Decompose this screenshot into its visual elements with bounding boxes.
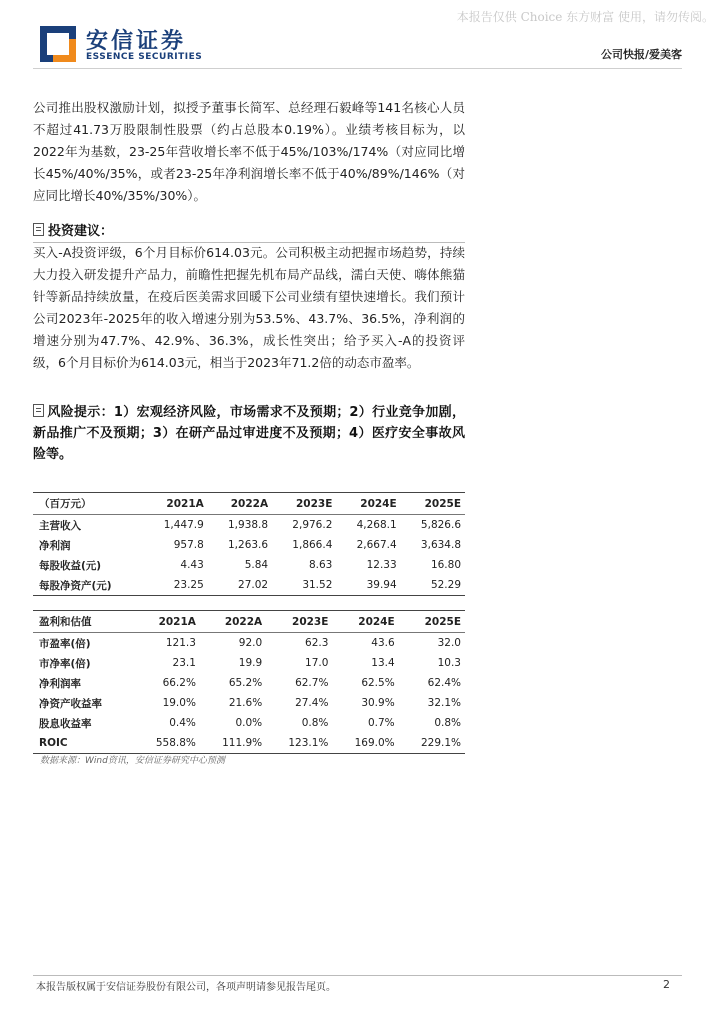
table-header-cell: 2024E (332, 611, 398, 633)
table-header-cell: 2024E (336, 493, 400, 515)
table-cell: 39.94 (336, 575, 400, 596)
table-cell: 23.25 (143, 575, 207, 596)
footer-disclaimer: 本报告版权属于安信证券股份有限公司，各项声明请参见报告尾页。 (36, 982, 336, 993)
table-cell: 2,976.2 (292, 519, 333, 531)
table-header-cell: 2021A (143, 493, 207, 515)
logo-mark-icon (40, 26, 76, 62)
table-cell: 21.6% (228, 697, 263, 709)
table-cell: 5,826.6 (420, 519, 461, 531)
table-cell: 0.8% (434, 717, 461, 729)
table-cell: 62.5% (361, 677, 395, 689)
table-cell: 8.63 (308, 559, 333, 571)
table-header-cell: 2022A (200, 611, 266, 633)
table-cell: 27.02 (208, 575, 272, 596)
table-cell: 4,268.1 (356, 519, 397, 531)
table-row (33, 653, 465, 673)
table-header-cell: （百万元） (33, 493, 143, 515)
table-cell: 19.0% (162, 697, 196, 709)
table-cell: 0.0% (235, 717, 263, 729)
table-cell: 4.43 (180, 559, 204, 571)
table-row (33, 673, 465, 693)
footer-divider (33, 975, 682, 976)
table-row (33, 535, 465, 555)
table-row (33, 555, 465, 575)
table-cell: 1,263.6 (228, 539, 269, 551)
watermark-text: 本报告仅供 Choice 东方财富 使用，请勿传阅。 (456, 10, 714, 24)
table-row (33, 713, 465, 733)
table-header-cell: 2025E (401, 493, 465, 515)
table-cell: 52.29 (401, 575, 465, 596)
table-cell: 31.52 (272, 575, 336, 596)
company-logo (40, 22, 240, 68)
table-cell: 17.0 (305, 657, 329, 669)
logo-chinese-name: 安信证券 (86, 29, 187, 54)
table-cell: 169.0% (332, 733, 398, 754)
page-number: 2 (663, 978, 670, 991)
financial-table (33, 492, 465, 596)
table-header-cell: 2021A (134, 611, 200, 633)
table-header-row (33, 611, 465, 633)
data-source-note: 数据来源：Wind资讯，安信证券研究中心预测 (40, 756, 225, 766)
investment-paragraph: 买入-A投资评级，6个月目标价614.03元。公司积极主动把握市场趋势，持续大力投入研发提升产品力，前瞻性把握先机布局产品线，濡白天使、嗨体熊猫针等新品持续放量，在疫后医美需求回暖下公司业绩有望快速增长。我们预计公司2023年-2025年的收入增速分别为53.5%、43.7%、36.5%，净利润的增速分别为47.7%、42.9%、36.3%，成长性突出；给予买入-A的投资评级，6个月目标价为614.03元，相当于2023年71.2倍的动态市盈率。 (33, 245, 465, 370)
table-cell: 32.1% (427, 697, 461, 709)
table-cell: 111.9% (200, 733, 266, 754)
table-cell: 121.3 (165, 637, 196, 649)
table-row (33, 515, 465, 536)
risk-warning-text: 风险提示：1）宏观经济风险，市场需求不及预期；2）行业竞争加剧，新品推广不及预期；3）在研产品过审进度不及预期；4）医疗安全事故风险等。 (33, 405, 465, 462)
table-cell: 957.8 (173, 539, 204, 551)
table-cell: 净利润 (39, 539, 71, 552)
table-cell: 每股收益(元) (39, 559, 102, 572)
table-cell: 净利润率 (39, 677, 81, 690)
investment-heading-text: 投资建议： (48, 224, 114, 239)
table-cell: 0.4% (169, 717, 196, 729)
table-cell: 1,938.8 (228, 519, 269, 531)
table-header-cell: 盈利和估值 (33, 611, 134, 633)
table-row (33, 633, 465, 654)
table-cell: 净资产收益率 (39, 697, 102, 710)
table-cell: 123.1% (266, 733, 332, 754)
table-cell: ROIC (33, 733, 134, 754)
table-row (33, 733, 465, 754)
table-header-row (33, 493, 465, 515)
table-cell: 每股净资产(元) (33, 575, 143, 596)
table-cell: 3,634.8 (420, 539, 461, 551)
table-row (33, 575, 465, 596)
incentive-paragraph: 公司推出股权激励计划，拟授予董事长简军、总经理石毅峰等141名核心人员不超过41.73万股限制性股票（约占总股本0.19%）。业绩考核目标为，以2022年为基数，23-25年营收增长率不低于45%/103%/174%（对应同比增长45%/40%/35%，或者23-25年净利润增长率不低于40%/89%/146%（对应同比增长40%/35%/30%）。 (33, 100, 465, 203)
table-header-cell: 2025E (399, 611, 465, 633)
table-header-cell: 2023E (266, 611, 332, 633)
table-cell: 市净率(倍) (39, 657, 91, 670)
table-cell: 主营收入 (39, 519, 81, 532)
table-cell: 32.0 (437, 637, 461, 649)
table-row (33, 693, 465, 713)
document-icon (33, 223, 44, 236)
table-cell: 27.4% (295, 697, 329, 709)
investment-heading (33, 220, 465, 243)
table-cell: 229.1% (399, 733, 465, 754)
table-cell: 1,447.9 (163, 519, 204, 531)
table-cell: 市盈率(倍) (39, 637, 91, 650)
table-cell: 65.2% (228, 677, 263, 689)
table-cell: 92.0 (238, 637, 263, 649)
table-cell: 2,667.4 (356, 539, 397, 551)
table-cell: 13.4 (371, 657, 395, 669)
table-cell: 股息收益率 (39, 717, 92, 730)
table-cell: 62.3 (305, 637, 329, 649)
table-cell: 0.7% (367, 717, 395, 729)
table-cell: 12.33 (366, 559, 397, 571)
report-type-label: 公司快报/爱美客 (600, 48, 682, 61)
table-cell: 16.80 (430, 559, 461, 571)
logo-english-name: ESSENCE SECURITIES (86, 52, 203, 62)
table-cell: 23.1 (172, 657, 196, 669)
table-cell: 5.84 (244, 559, 269, 571)
table-cell: 558.8% (134, 733, 200, 754)
table-cell: 30.9% (361, 697, 395, 709)
risk-warning (33, 402, 465, 465)
table-cell: 62.7% (295, 677, 329, 689)
table-header-cell: 2023E (272, 493, 336, 515)
table-cell: 10.3 (437, 657, 461, 669)
document-icon (33, 404, 44, 417)
table-cell: 43.6 (371, 637, 395, 649)
table-cell: 66.2% (162, 677, 196, 689)
table-cell: 1,866.4 (292, 539, 333, 551)
table-cell: 19.9 (238, 657, 263, 669)
header-divider (33, 68, 682, 69)
table-cell: 0.8% (301, 717, 329, 729)
table-header-cell: 2022A (208, 493, 272, 515)
table-cell: 62.4% (427, 677, 461, 689)
valuation-table (33, 610, 465, 754)
